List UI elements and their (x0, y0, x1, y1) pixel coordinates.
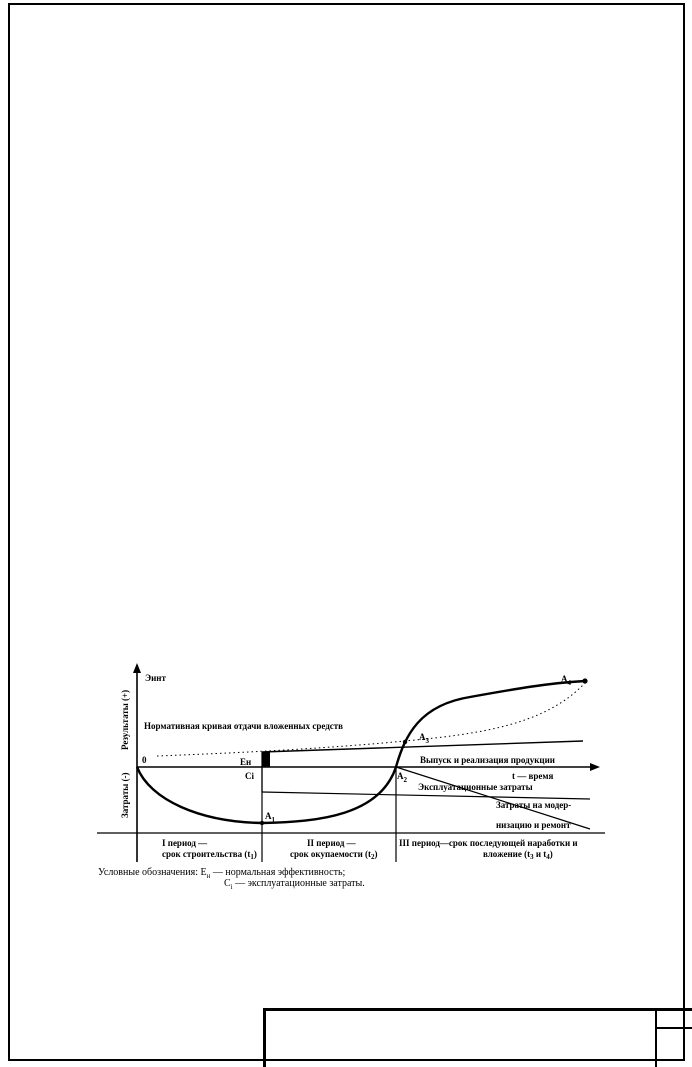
legend-en-sub: н (206, 872, 211, 880)
point-en-label: Ен (240, 757, 252, 767)
title-block-divider-horizontal (655, 1027, 692, 1029)
point-ci-label: Ci (245, 771, 254, 781)
title-block-divider-vertical (655, 1011, 657, 1067)
legend-en-symbol: Е (200, 867, 207, 878)
legend-en-text: — нормальная эффективность; (210, 867, 346, 878)
output-line-label: Выпуск и реализация продукции (420, 755, 555, 765)
legend-ci-symbol: С (224, 878, 231, 889)
origin-label: 0 (142, 755, 147, 765)
period1-line1: I период — (162, 838, 208, 848)
x-axis-arrow (590, 763, 600, 771)
normative-curve-label: Нормативная кривая отдачи вложенных средств (144, 721, 344, 731)
y-axis-top-label: Эинт (145, 673, 166, 683)
point-a3-dot (403, 740, 407, 744)
en-marker (262, 752, 270, 767)
period2-line1: II период — (307, 838, 356, 848)
modernization-label-1: Затраты на модер- (496, 800, 572, 810)
y-axis-costs-label: Затраты (-) (120, 772, 130, 818)
normative-return-curve (157, 683, 585, 756)
period3-line1: III период—срок последующей наработки и (399, 838, 578, 848)
period2-line2: срок окупаемости $(t_2)$ (290, 849, 378, 861)
title-block (263, 1008, 692, 1067)
point-a1-label: $A_1$ (265, 811, 275, 824)
point-a2-label: $A_2$ (397, 771, 407, 784)
modernization-label-2: низацию и ремонт (496, 820, 571, 830)
period3-line2: вложение ($t_3$ и $t_4$) (483, 849, 553, 861)
legend-ci-text: — эксплуатационные затраты. (232, 878, 365, 889)
point-a1-dot (260, 821, 264, 825)
legend-ci-sub: i (230, 883, 233, 891)
y-axis-arrow (133, 663, 141, 673)
legend-prefix: Условные обозначения: (98, 867, 199, 878)
operating-costs-line (262, 792, 590, 799)
y-axis-results-label: Результаты (+) (120, 689, 130, 750)
point-a4-dot (582, 678, 587, 683)
point-a4-label: $A_4$ (561, 674, 571, 687)
operating-costs-label: Эксплуатационные затраты (418, 782, 533, 792)
legend-line-2 (224, 878, 365, 893)
period1-line2: срок строительства $(t_1)$ (162, 849, 257, 861)
x-axis-label: t — время (512, 771, 554, 781)
point-a3-label: $A_3$ (419, 732, 429, 745)
output-line (262, 741, 583, 752)
